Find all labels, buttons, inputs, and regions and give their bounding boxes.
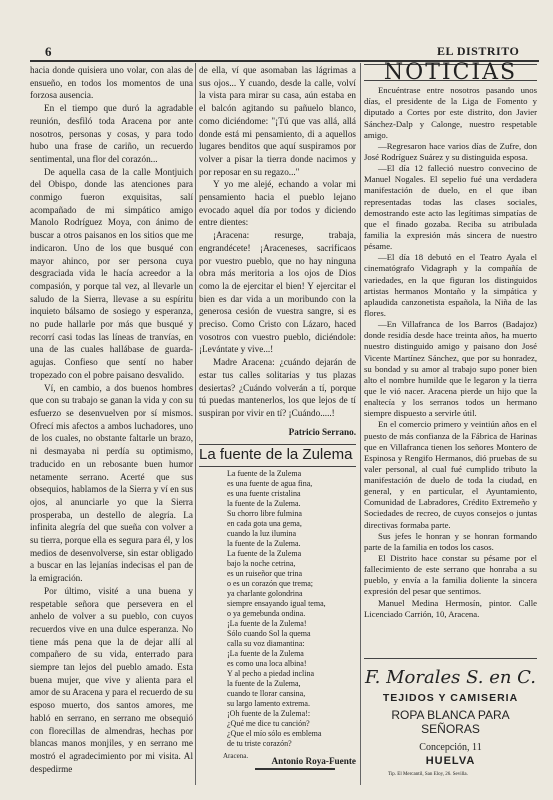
ad-line: TEJIDOS Y CAMISERIA: [382, 692, 519, 704]
column-divider: [360, 63, 361, 785]
poem-line: ¡La fuente de la Zulema!: [227, 619, 307, 629]
paragraph: Y yo me alejé, echando a volar mi pensamiento hacia el pueblo lejano evocado aquel día por todos y diciendo entre dientes:: [199, 179, 356, 228]
news-item: —Regresaron hace varios días de Zufre, don José Rodríguez Suárez y su distinguida esposa.: [364, 140, 537, 162]
news-item: Manuel Medina Hermosín, pintor. Calle Licenciado Carrión, 10, Aracena.: [364, 597, 537, 619]
ad-brand: F. Morales S. en C.: [364, 667, 537, 688]
section-heading: NOTICIAS: [364, 64, 537, 81]
printer-imprint: Tip. El Mercantil, San Eloy, 26. Sevilla.: [388, 772, 468, 777]
page-number: 6: [45, 44, 52, 59]
ad-line: ROPA BLANCA PARA SEÑORAS: [391, 708, 510, 736]
ad-address: Concepción, 11: [419, 742, 482, 753]
poem-line: siempre ensayando igual tema,: [227, 599, 326, 609]
poem-line: o ya gemebunda ondina.: [227, 609, 306, 619]
poem-line: la fuente de la Zulema,: [227, 679, 301, 689]
poem-line: Y al pecho a piedad inclina: [227, 669, 314, 679]
ornament-rule: [255, 768, 335, 770]
paragraph: hacia donde quisiera uno volar, con alas de ensueño, en todos los momentos de una forzosa ausencia.: [30, 65, 193, 101]
paragraph: Ví, en cambio, a dos buenos hombres que con su trabajo se ganan la vida y con su esfuerzo se desenvuelven por sí mismos. Ofrecí mis afectos a ambos luchadores, uno de los cuales, no obstante faltarle un brazo, ni desmayaba ni perdía su optimismo, traducido en un rebosante buen humor netamente serrano. Acerté que sus obsequios, hablamos de la Sierra y ví en sus ojos, al anunciarle yo que la Sierra prosperaba, un destello de alegría. La infinita alegría del que sueña con volver a su tierra, porque ella es segura para él, y los medios de desenvolverse, sin estar obligado a buscar en las lejanías indecisas el pan de la emigración.: [30, 382, 193, 584]
poem-place: Aracena.: [223, 752, 249, 760]
poem-line: su largo lamento extrema.: [227, 699, 310, 709]
news-item: —En Villafranca de los Barros (Badajoz) donde residía desde hace treinta años, ha muerto nuestro distinguido amigo y paisano don José Vicente Martínez Sánchez, que por su honradez, su bondad y su amor al trabajo supo poner bien alto el nombre humilde que le legaron y la tierra que le vió nacer. Aracena pierde un hijo que la enaltecía y los serranos todos un hermano siempre dispuesto a servirle útil.: [364, 319, 537, 419]
poem-line: ¿Que el mío sólo es emblema: [227, 729, 322, 739]
poem-line: Sólo cuando Sol la quema: [227, 629, 311, 639]
poem-line: La fuente de la Zulema: [227, 549, 302, 559]
poem: [227, 469, 356, 749]
news-item: —El día 18 debutó en el Teatro Ayala el cinematógrafo Vidagraph y la compañía de variedades, en la que figuran los distinguidos artistas hermanos Montaño y la simpática y aplaudida canzonetista española, la Niña de las flores.: [364, 252, 537, 318]
poem-line: de tu triste corazón?: [227, 739, 292, 749]
poem-line: es una fuente de agua fina,: [227, 479, 313, 489]
poem-line: cuando te llorar cansina,: [227, 689, 306, 699]
poem-line: La fuente de la Zulema: [227, 469, 302, 479]
poem-line: la fuente de la Zulema.: [227, 499, 301, 509]
masthead: EL DISTRITO: [437, 44, 520, 58]
paragraph: En el tiempo que duró la agradable reunión, desfiló toda Aracena por ante nosotros, personas y cosas, y para todo hubo una frase de cariño, un recuerdo sentimental, una flor del corazón...: [30, 103, 193, 164]
news-item: En el comercio primero y veintiún años en el puesto de más confianza de la Fábrica de Harinas que en Villafranca tienen los señores Montero de Espinosa y Rengifo Hermanos, dió pruebas de su valer personal, al cual fué cumplido tributo la manifestación de duelo de toda la ciudad, en general, y en particular, el Ayuntamiento, Comunidad de Labradores, Crédito Extremeño y Sociedades de recreo, de cuyos consejos o juntas directivas formaba parte.: [364, 419, 537, 530]
poem-line: es como una loca albina!: [227, 659, 307, 669]
poem-line: ¡Oh fuente de la Zulema!:: [227, 709, 311, 719]
poem-line: ¿Qué me dice tu canción?: [227, 719, 310, 729]
column-divider: [195, 63, 196, 785]
poem-line: ya charlante golondrina: [227, 589, 303, 599]
poem-line: la fuente de la Zulema.: [227, 539, 301, 549]
poem-line: es un ruiseñor que trina: [227, 569, 303, 579]
poem-line: en cada gota una gema,: [227, 519, 302, 529]
paragraph: de ella, ví que asomaban las lágrimas a sus ojos... Y cuando, desde la calle, volví la vista para mirar su casa, aún estaba en el balcón agitando su pañuelo blanco, como diciéndome: "¡Tú que vas allá, allá donde está mi pensamiento, di a aquellos lugares benditos que aquí suspiramos por volver a pisar la tierra donde nacimos y por reposar en su regazo...": [199, 65, 356, 177]
column-right: [364, 60, 537, 620]
poem-line: calla su voz diamantina:: [227, 639, 305, 649]
poem-line: es una fuente cristalina: [227, 489, 301, 499]
news-item: Sus jefes le honran y se honran formando parte de la familia en todos los casos.: [364, 530, 537, 552]
poem-line: cuando la luz ilumina: [227, 529, 297, 539]
poem-line: ¡La fuente de la Zulema: [227, 649, 304, 659]
column-left: [30, 64, 193, 775]
paragraph: De aquella casa de la calle Montjuich del Obispo, donde las atenciones para conmigo fueron exquisitas, salí acompañado de mi simpático amigo Manolo Rodríguez Moya, con ánimo de buscar a otros paisanos en los sitios que me indicaron. Uno de los que busqué con mayor ahinco, por ser persona cuya desgraciada vida le hacía acreedor a la compasión, y porque tal vez, al llevarle un saludo de la Sierra, llevase a su espíritu inquieto bálsamo de sosiego y esperanza, no pude hallarle por más que busqué y recorrí casi todas las líneas de tranvías, en una de las cuales hallábase de guarda-agujas. Confieso que sentí no haber tropezado con el pobre paisano desvalido.: [30, 166, 193, 380]
news-item: —El día 12 falleció nuestro convecino de Manuel Nogales. El sepelio fué una verdadera manifestación de duelo, en el que iban representadas todas las clases sociales, demostrando este acto las legítimas simpatías de que el finado gozaba. Reciba su atribulada familia la expresión más sincera de nuestro pésame.: [364, 163, 537, 252]
article-signature: Patricio Serrano.: [288, 426, 356, 437]
poem-title: La fuente de la Zulema: [199, 444, 356, 467]
paragraph: Por último, visité a una buena y respetable señora que persevera en el anhelo de volver a su pueblo, con cuyos recuerdos vive en una dulce esperanza. No tiene más pena que la de dejar allí al compañero de su vida, enterrado para siempre tan lejos del pueblo amado. Esta buena mujer, que vive y alienta para el amor de su Aracena y para el recuerdo de su esposo muerto, dos santos amores, me habló en serrano, en serrano me obsequió con florecillas de almendras, hechas por blancas manos monjiles, y en serrano me mostró el agradecimiento por mi visita. Al despedirme: [30, 585, 193, 774]
column-middle: [199, 64, 356, 768]
news-item: El Distrito hace constar su pésame por el fallecimiento de este serrano que honraba a su pueblo, y envía a la familia doliente la sincera expresión del pesar que sentimos.: [364, 553, 537, 597]
poem-line: bajo la noche cetrina,: [227, 559, 296, 569]
poem-line: Su chorro libre fulmina: [227, 509, 302, 519]
poem-line: o es un corazón que trema;: [227, 579, 313, 589]
paragraph: ¡Aracena: resurge, trabaja, engrandécete! ¡Araceneses, sacrificaos por vuestro pueblo, que no hay ninguna obra más meritoria a los ojos de Dios como la de ejercitar el bien! Y ejercitar el bien es dar vida a un moribundo con la generosa cesión de vuestra sangre, si es preciso. Como Cristo con Lázaro, haced vosotros con vuestro pueblo, diciéndole: ¡Levántate y vive...!: [199, 230, 356, 355]
poem-author: Antonio Roya-Fuente: [271, 756, 356, 767]
ad-city: HUELVA: [425, 755, 476, 767]
news-item: Encuéntrase entre nosotros pasando unos días, el presidente de la Liga de Fomento y diputado a Cortes por este distrito, don Javier Sánchez-Dalp y Calonge, nuestro respetable amigo.: [364, 85, 537, 140]
advertisement: [364, 658, 537, 767]
paragraph: Madre Aracena: ¿cuándo dejarán de estar tus calles solitarias y tus plazas desiertas? ¿Cuándo volverán a tí, porque tú puedas mantenerlos, los que lejos de tí suspiran por vivir en tí? ¡Cuándo.....!: [199, 357, 356, 418]
